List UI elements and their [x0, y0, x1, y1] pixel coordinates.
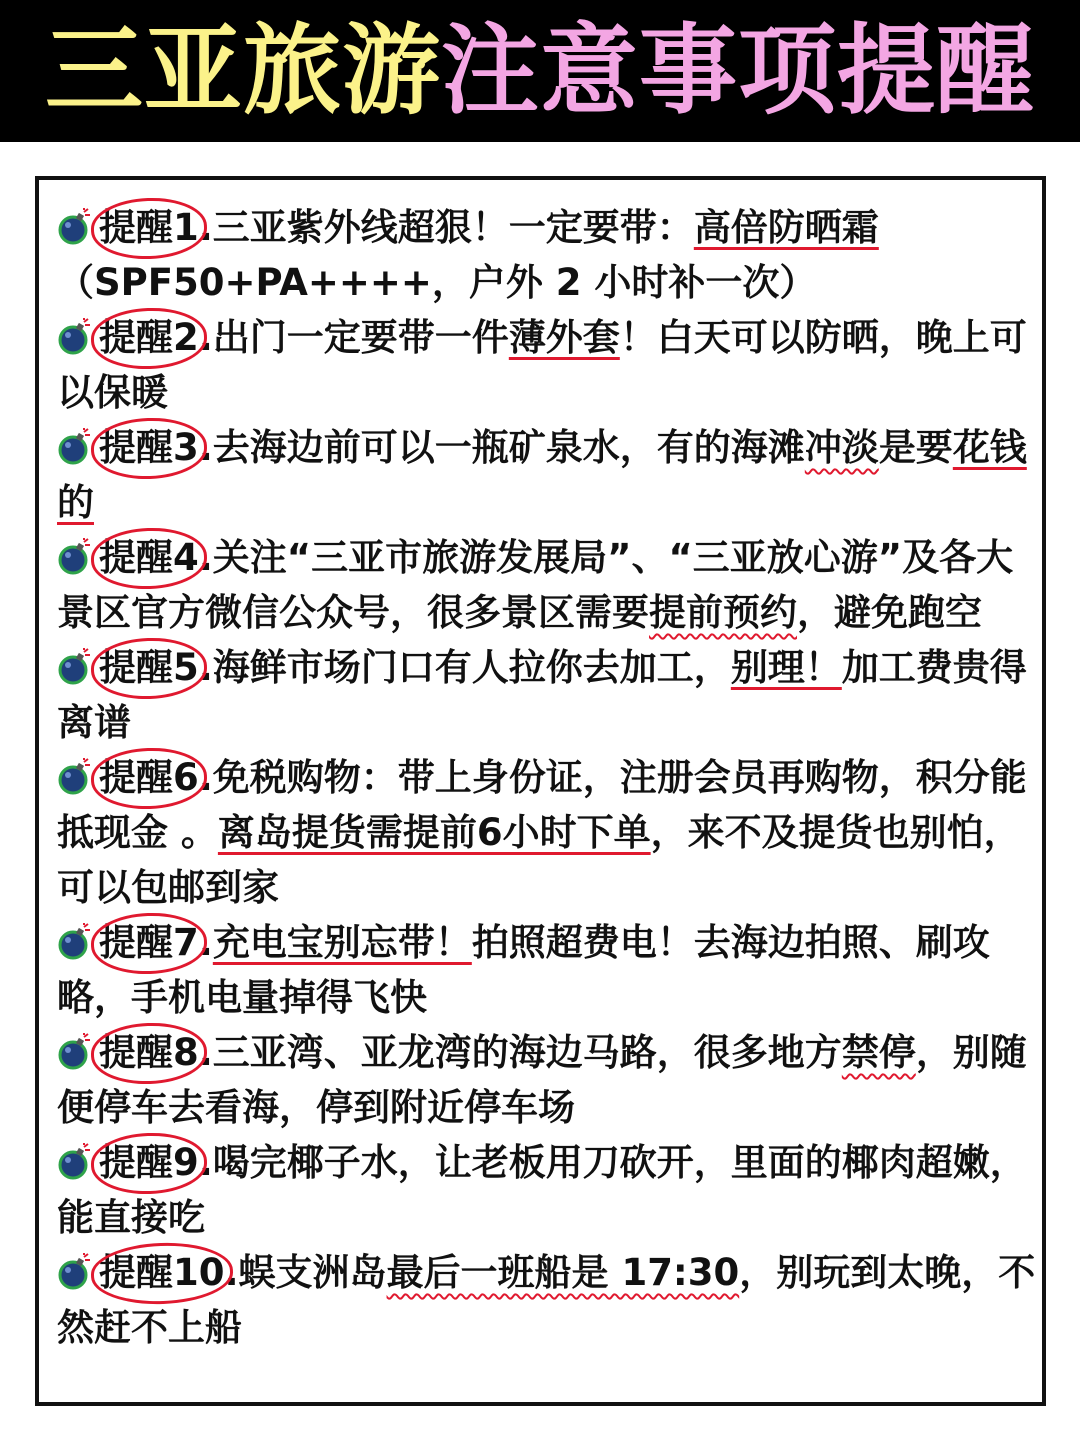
tip-text: .出门一定要带一件	[198, 316, 509, 359]
tip-text: .	[198, 921, 213, 964]
highlighted-text: 充电宝别忘带！	[212, 921, 472, 964]
tip-text: ，来不及提货也别怕，可以包邮到家	[57, 811, 1021, 909]
tip-label: 提醒5	[99, 640, 199, 695]
highlighted-text: 薄外套	[508, 316, 620, 359]
tips-list	[57, 200, 1042, 1355]
bomb-icon	[57, 1253, 91, 1291]
tip-text: ，别随便停车去看海，停到附近停车场	[57, 1031, 1027, 1129]
tip-text: 拍照超费电！去海边拍照、刷攻略，手机电量掉得飞快	[57, 921, 990, 1019]
highlighted-text: 别理！	[730, 646, 842, 689]
tip-text: （SPF50+PA++++，户外 2 小时补一次）	[57, 261, 817, 304]
highlighted-text: 最后一班船是 17:30	[386, 1251, 740, 1294]
highlighted-text: 提前预约	[649, 591, 797, 634]
tip-text: .三亚湾、亚龙湾的海边马路，很多地方	[198, 1031, 842, 1074]
tip-label: 提醒9	[99, 1135, 199, 1190]
tip-label: 提醒4	[99, 530, 199, 585]
tip-label: 提醒2	[99, 310, 199, 365]
bomb-icon	[57, 758, 91, 796]
tip-text: ，别玩到太晚，不然赶不上船	[57, 1251, 1036, 1349]
tip-label: 提醒7	[99, 915, 199, 970]
tip-item-10	[57, 1245, 1042, 1355]
tips-panel	[35, 176, 1046, 1406]
highlighted-text: 高倍防晒霜	[693, 206, 879, 249]
bomb-icon	[57, 538, 91, 576]
tip-label: 提醒3	[99, 420, 199, 475]
page-title	[0, 0, 1080, 142]
tip-text: 是要	[878, 426, 953, 469]
tip-item-8	[57, 1025, 1042, 1135]
highlighted-text: 花钱的	[57, 426, 1027, 524]
highlighted-text: 禁停	[841, 1031, 916, 1074]
bomb-icon	[57, 923, 91, 961]
tip-item-1	[57, 200, 1042, 310]
tip-item-2	[57, 310, 1042, 420]
tip-text: .三亚紫外线超狠！一定要带：	[198, 206, 694, 249]
title-part-1: 三亚旅游	[44, 14, 441, 128]
tip-label: 提醒8	[99, 1025, 199, 1080]
bomb-icon	[57, 428, 91, 466]
bomb-icon	[57, 208, 91, 246]
tip-label: 提醒6	[99, 750, 199, 805]
bomb-icon	[57, 318, 91, 356]
tip-item-4	[57, 530, 1042, 640]
tip-item-6	[57, 750, 1042, 915]
tip-item-3	[57, 420, 1042, 530]
tip-text: ！白天可以防晒，晚上可以保暖	[57, 316, 1027, 414]
highlighted-text: 离岛提货需提前6小时下单	[217, 811, 651, 854]
bomb-icon	[57, 1033, 91, 1071]
bomb-icon	[57, 1143, 91, 1181]
tip-text: .海鲜市场门口有人拉你去加工，	[198, 646, 731, 689]
highlighted-text: 冲淡	[804, 426, 879, 469]
tip-label: 提醒10	[99, 1245, 225, 1300]
tip-text: .蜈支洲岛	[224, 1251, 387, 1294]
tip-item-9	[57, 1135, 1042, 1245]
tip-item-7	[57, 915, 1042, 1025]
tip-text: .关注“三亚市旅游发展局”、“三亚放心游”及各大景区官方微信公众号，很多景区需要	[57, 536, 1014, 634]
tip-text: .免税购物：带上身份证，注册会员再购物，积分能抵现金 。	[57, 756, 1027, 854]
tip-label: 提醒1	[99, 200, 199, 255]
tip-text: 加工费贵得离谱	[57, 646, 1027, 744]
bomb-icon	[57, 648, 91, 686]
tip-item-5	[57, 640, 1042, 750]
title-part-2: 注意事项提醒	[441, 14, 1036, 128]
tip-text: .去海边前可以一瓶矿泉水，有的海滩	[198, 426, 805, 469]
tip-text: .喝完椰子水，让老板用刀砍开，里面的椰肉超嫩，能直接吃	[57, 1141, 1027, 1239]
tip-text: ，避免跑空	[797, 591, 982, 634]
